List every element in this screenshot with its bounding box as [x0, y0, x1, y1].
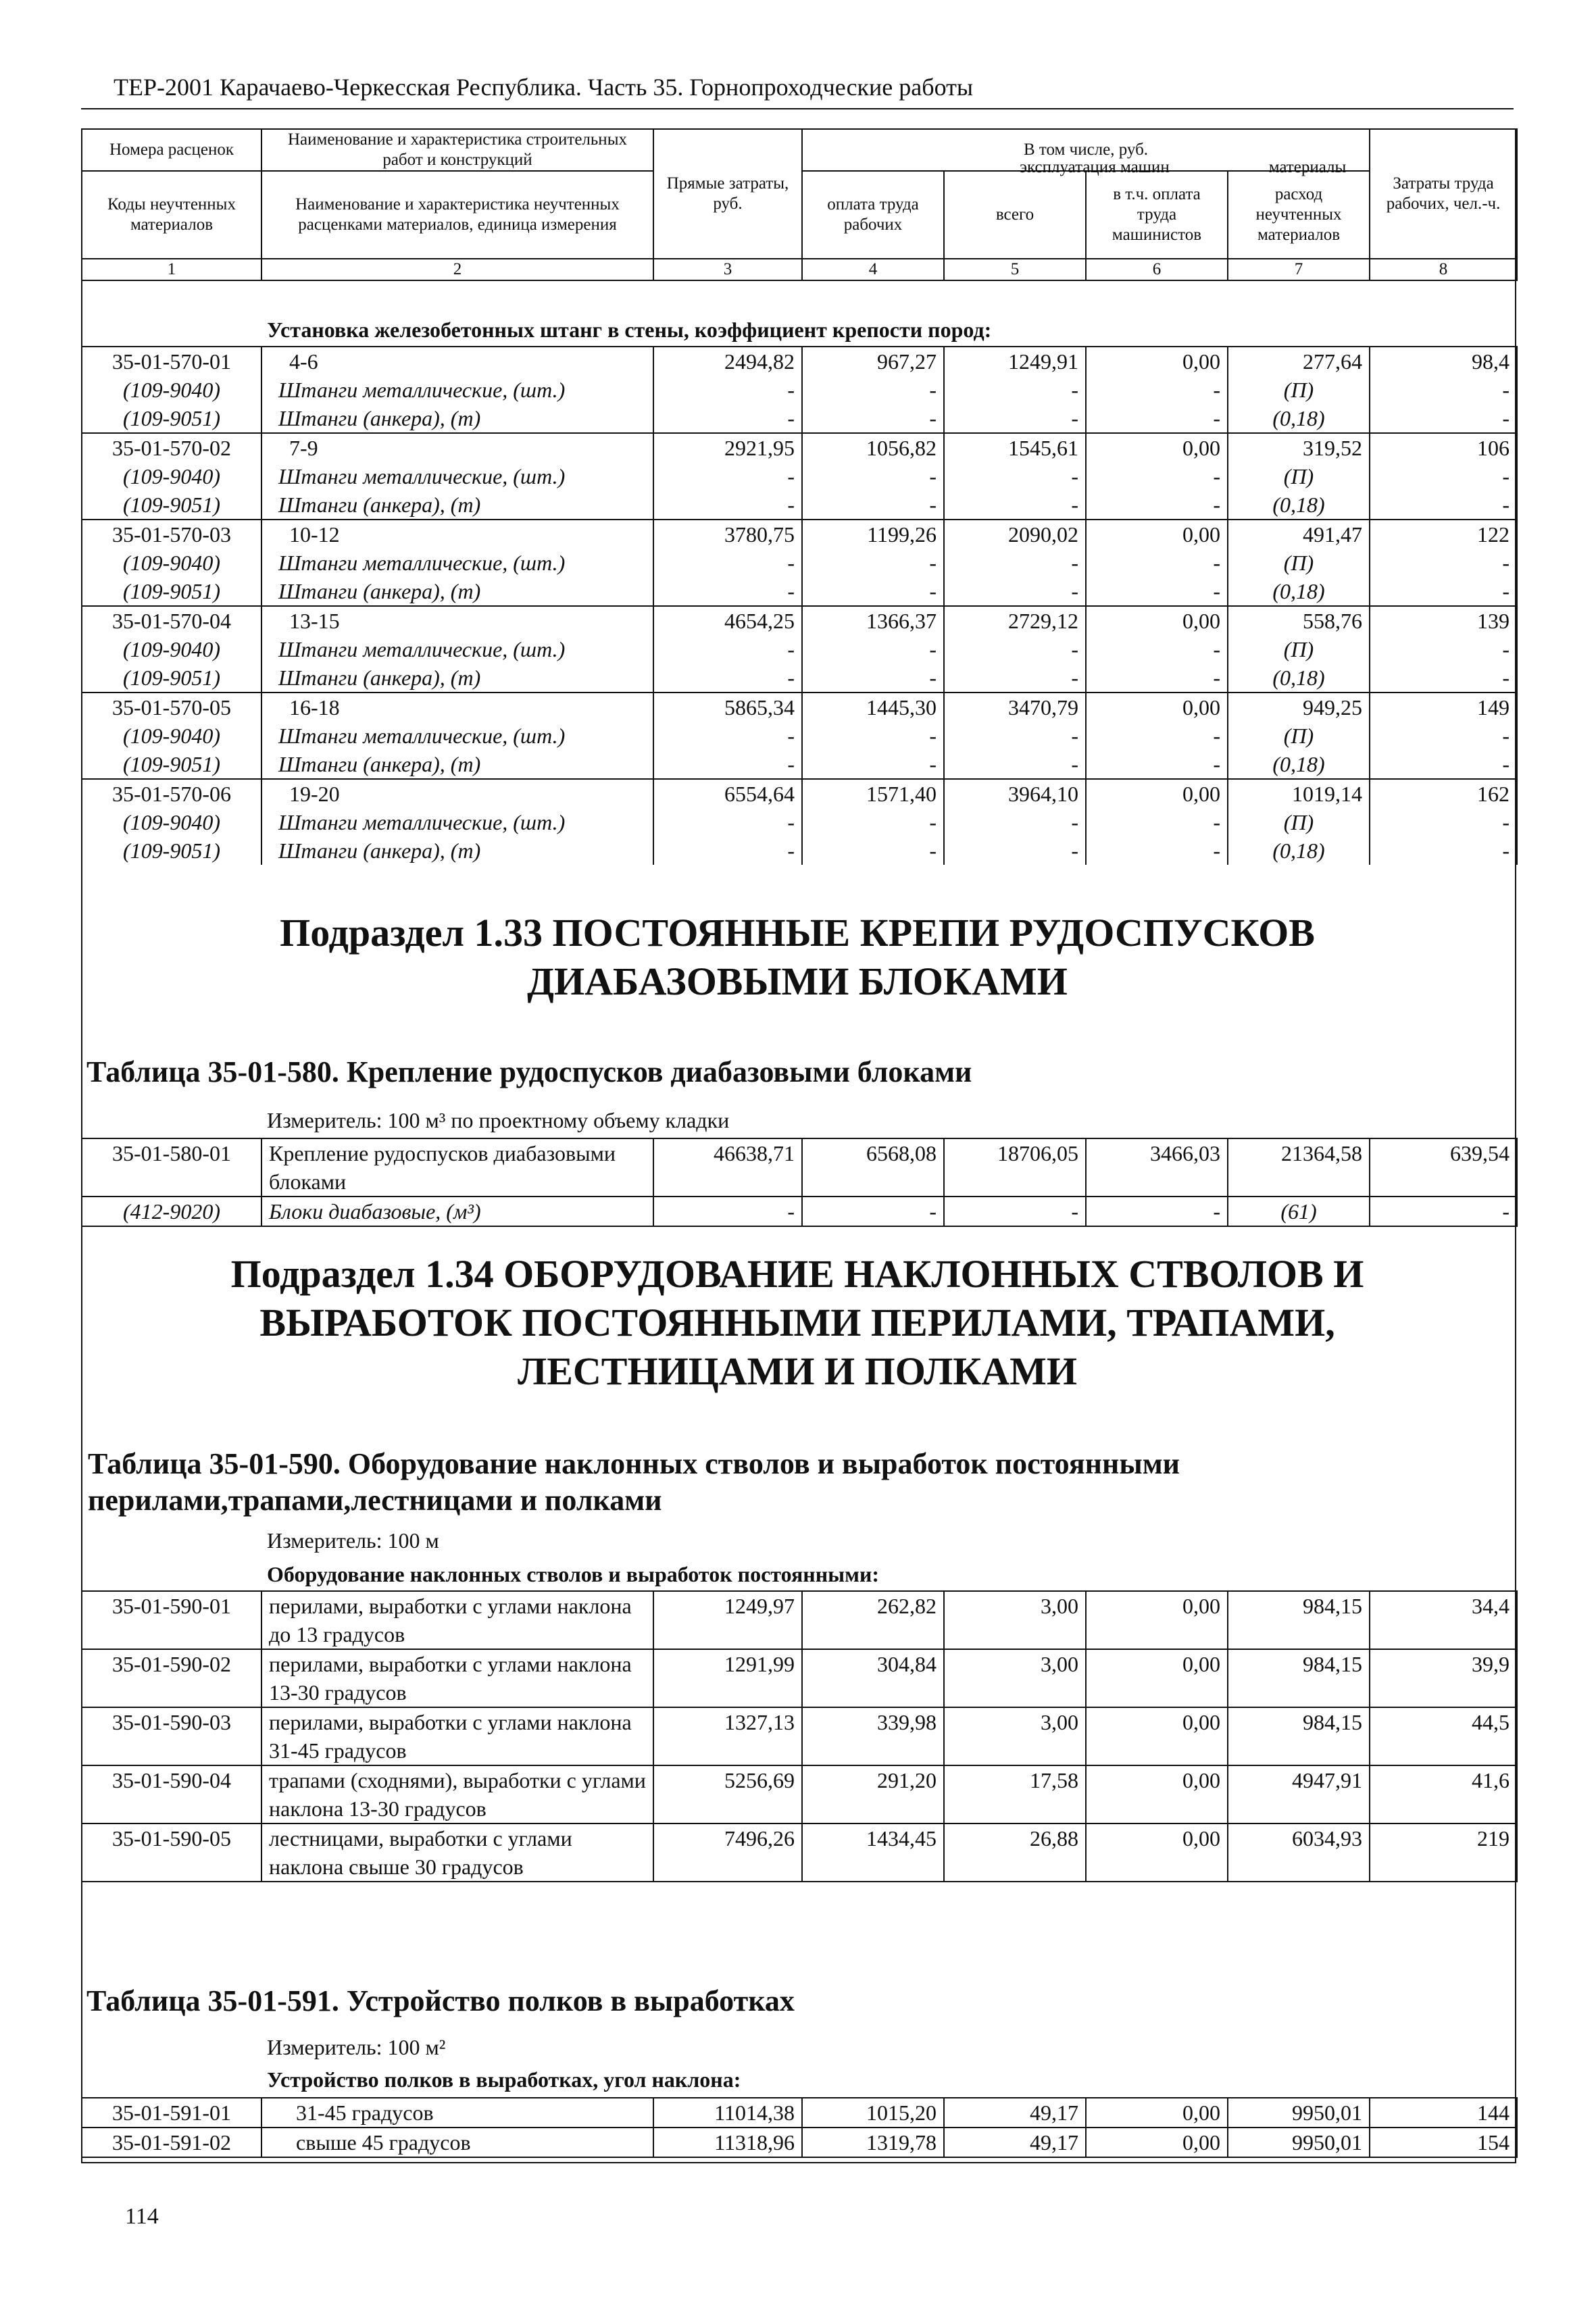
t570-caption: Установка железобетонных штанг в стены, коэффициент крепости пород: — [267, 318, 992, 342]
table-row — [82, 549, 1517, 577]
table-cell: - — [1086, 663, 1228, 693]
running-header: ТЕР-2001 Карачаево-Черкесская Республика. Часть 35. Горнопроходческие работы — [114, 74, 974, 101]
table-cell: - — [802, 404, 944, 433]
table-cell: (0,18) — [1228, 750, 1370, 779]
table-cell: 0,00 — [1086, 433, 1228, 462]
table-cell: перилами, выработки с углами наклона 31-45 градусов — [261, 1707, 653, 1765]
table-cell: 7496,26 — [653, 1823, 802, 1882]
dash: - — [1370, 1197, 1517, 1226]
table-cell: - — [1370, 635, 1517, 663]
table-591-measure: Измеритель: 100 м² — [267, 2035, 446, 2059]
table-cell: - — [1086, 836, 1228, 865]
table-cell: 3,00 — [944, 1707, 1086, 1765]
table-cell: трапами (сходнями), выработки с углами наклона 13-30 градусов — [261, 1765, 653, 1823]
table-row — [82, 1591, 1517, 1649]
table-cell: - — [653, 663, 802, 693]
table-cell: 219 — [1370, 1823, 1517, 1882]
table-row — [82, 2128, 1517, 2157]
section-1-34-title: Подраздел 1.34 ОБОРУДОВАНИЕ НАКЛОННЫХ СТВОЛОВ И ВЫРАБОТОК ПОСТОЯННЫМИ ПЕРИЛАМИ, ТРАПАМИ, ЛЕСТНИЦАМИ И ПОЛКАМИ — [230, 1252, 1364, 1393]
table-row — [82, 376, 1517, 404]
row-v6: 639,54 — [1370, 1138, 1517, 1197]
table-cell: 9950,01 — [1228, 2128, 1370, 2157]
table-cell: 984,15 — [1228, 1649, 1370, 1707]
table-cell: 3964,10 — [944, 779, 1086, 808]
table-cell: - — [653, 635, 802, 663]
table-cell: - — [944, 635, 1086, 663]
table-cell: 319,52 — [1228, 433, 1370, 462]
table-cell: 35-01-590-04 — [82, 1765, 261, 1823]
table-cell: 0,00 — [1086, 693, 1228, 722]
table-cell: (П) — [1228, 549, 1370, 577]
row-v1: 46638,71 — [653, 1138, 802, 1197]
col-3: Прямые затраты, руб. — [653, 129, 802, 259]
table-cell: (П) — [1228, 376, 1370, 404]
table-cell: - — [653, 491, 802, 520]
table-cell: 122 — [1370, 520, 1517, 549]
table-cell: - — [653, 836, 802, 865]
col-7: расход неучтенных материалов — [1228, 171, 1370, 259]
col-2-bottom: Наименование и характеристика неучтенных расценками материалов, единица измерения — [261, 171, 653, 259]
table-cell: (П) — [1228, 722, 1370, 750]
table-cell: - — [1086, 722, 1228, 750]
table-cell: 2494,82 — [653, 347, 802, 376]
table-cell: - — [1086, 491, 1228, 520]
table-cell: лестницами, выработки с углами наклона свыше 30 градусов — [261, 1823, 653, 1882]
table-cell: 0,00 — [1086, 1649, 1228, 1707]
col-num: 3 — [653, 259, 802, 280]
col-num: 7 — [1228, 259, 1370, 280]
table-cell: - — [653, 462, 802, 491]
table-cell: 291,20 — [802, 1765, 944, 1823]
table-cell: 5256,69 — [653, 1765, 802, 1823]
table-cell: 35-01-570-02 — [82, 433, 261, 462]
table-cell: - — [1370, 491, 1517, 520]
table-cell: 1366,37 — [802, 606, 944, 635]
table-cell: 35-01-590-02 — [82, 1649, 261, 1707]
table-cell: 35-01-570-06 — [82, 779, 261, 808]
table-cell: - — [1086, 376, 1228, 404]
column-header-table — [81, 128, 1518, 281]
table-cell: 11318,96 — [653, 2128, 802, 2157]
col-6: в т.ч. оплата труда машинистов — [1086, 171, 1228, 259]
col-2-top: Наименование и характеристика строительных работ и конструкций — [261, 129, 653, 171]
table-590-title: Таблица 35-01-590. Оборудование наклонных стволов и выработок постоянными перилами,трапами,лестницами и полками — [88, 1447, 1180, 1517]
table-cell: 35-01-570-03 — [82, 520, 261, 549]
col-num: 4 — [802, 259, 944, 280]
section-1-33-title: Подраздел 1.33 ПОСТОЯННЫЕ КРЕПИ РУДОСПУСКОВ ДИАБАЗОВЫМИ БЛОКАМИ — [280, 911, 1315, 1003]
table-cell: (0,18) — [1228, 836, 1370, 865]
table-cell: перилами, выработки с углами наклона до 13 градусов — [261, 1591, 653, 1649]
col-8: Затраты труда рабочих, чел.-ч. — [1370, 129, 1517, 259]
table-cell: - — [1370, 376, 1517, 404]
table-cell: 7-9 — [261, 433, 653, 462]
table-cell: Штанги металлические, (шт.) — [261, 722, 653, 750]
table-row — [82, 663, 1517, 693]
table-cell: 154 — [1370, 2128, 1517, 2157]
table-row — [82, 750, 1517, 779]
row-code: 35-01-580-01 — [82, 1138, 261, 1197]
table-cell: - — [653, 404, 802, 433]
table-cell: Штанги (анкера), (т) — [261, 404, 653, 433]
table-cell: 10-12 — [261, 520, 653, 549]
table-cell: (109-9051) — [82, 491, 261, 520]
table-cell: - — [653, 577, 802, 606]
col-num: 1 — [82, 259, 261, 280]
table-cell: - — [802, 491, 944, 520]
table-cell: - — [653, 376, 802, 404]
table-cell: - — [802, 549, 944, 577]
table-cell: 2921,95 — [653, 433, 802, 462]
table-cell: 1327,13 — [653, 1707, 802, 1765]
table-cell: - — [1086, 750, 1228, 779]
table-row — [82, 491, 1517, 520]
col-num: 2 — [261, 259, 653, 280]
table-cell: 98,4 — [1370, 347, 1517, 376]
table-cell: (109-9051) — [82, 577, 261, 606]
table-cell: 1015,20 — [802, 2098, 944, 2128]
table-cell: (0,18) — [1228, 491, 1370, 520]
table-cell: 984,15 — [1228, 1707, 1370, 1765]
table-row — [82, 433, 1517, 462]
col-num: 6 — [1086, 259, 1228, 280]
table-cell: - — [802, 722, 944, 750]
table-cell: - — [653, 722, 802, 750]
table-cell: 0,00 — [1086, 606, 1228, 635]
table-cell: 1199,26 — [802, 520, 944, 549]
table-cell: - — [802, 836, 944, 865]
col-1-bottom: Коды неучтенных материалов — [82, 171, 261, 259]
sub-code: (412-9020) — [82, 1197, 261, 1226]
t590-caption: Оборудование наклонных стволов и выработок постоянными: — [267, 1562, 880, 1586]
table-cell: - — [802, 808, 944, 836]
table-cell: 35-01-590-05 — [82, 1823, 261, 1882]
table-cell: 2729,12 — [944, 606, 1086, 635]
table-cell: - — [1370, 808, 1517, 836]
table-row — [82, 606, 1517, 635]
col-1-top: Номера расценок — [82, 129, 261, 171]
table-cell: - — [1086, 549, 1228, 577]
table-cell: 6034,93 — [1228, 1823, 1370, 1882]
table-580-measure: Измеритель: 100 м³ по проектному объему кладки — [267, 1108, 730, 1132]
table-cell: перилами, выработки с углами наклона 13-30 градусов — [261, 1649, 653, 1707]
table-row — [82, 1138, 1517, 1197]
table-row — [82, 808, 1517, 836]
table-cell: (109-9051) — [82, 750, 261, 779]
table-cell: 5865,34 — [653, 693, 802, 722]
table-cell: 0,00 — [1086, 2128, 1228, 2157]
table-cell: - — [653, 549, 802, 577]
table-cell: 9950,01 — [1228, 2098, 1370, 2128]
table-cell: (109-9040) — [82, 635, 261, 663]
table-cell: 1319,78 — [802, 2128, 944, 2157]
table-row — [82, 1197, 1517, 1226]
table-cell: - — [944, 549, 1086, 577]
row-name: Крепление рудоспусков диабазовыми блоками — [261, 1138, 653, 1197]
table-cell: - — [1086, 808, 1228, 836]
dash: - — [653, 1197, 802, 1226]
table-cell: - — [1086, 462, 1228, 491]
row-v4: 3466,03 — [1086, 1138, 1228, 1197]
table-cell: - — [1370, 750, 1517, 779]
table-cell: Штанги металлические, (шт.) — [261, 635, 653, 663]
table-591 — [81, 2097, 1518, 2158]
table-cell: Штанги металлические, (шт.) — [261, 376, 653, 404]
table-cell: 1056,82 — [802, 433, 944, 462]
table-cell: 0,00 — [1086, 1765, 1228, 1823]
table-cell: - — [802, 750, 944, 779]
table-cell: - — [1370, 549, 1517, 577]
row-v2: 6568,08 — [802, 1138, 944, 1197]
table-cell: 139 — [1370, 606, 1517, 635]
sub-name: Блоки диабазовые, (м³) — [261, 1197, 653, 1226]
table-cell: 0,00 — [1086, 1823, 1228, 1882]
table-cell: 11014,38 — [653, 2098, 802, 2128]
table-cell: - — [1370, 577, 1517, 606]
table-cell: 35-01-570-05 — [82, 693, 261, 722]
incl-header: В том числе, руб. — [802, 129, 1370, 171]
table-cell: 41,6 — [1370, 1765, 1517, 1823]
table-cell: - — [1370, 663, 1517, 693]
table-cell: 49,17 — [944, 2098, 1086, 2128]
table-cell: 49,17 — [944, 2128, 1086, 2157]
sub-mat: (61) — [1228, 1197, 1370, 1226]
table-cell: - — [1086, 635, 1228, 663]
table-cell: (0,18) — [1228, 577, 1370, 606]
table-cell: - — [1370, 404, 1517, 433]
table-cell: - — [802, 635, 944, 663]
table-cell: - — [653, 750, 802, 779]
table-cell: 304,84 — [802, 1649, 944, 1707]
table-cell: 1019,14 — [1228, 779, 1370, 808]
table-row — [82, 347, 1517, 376]
table-cell: (109-9040) — [82, 549, 261, 577]
mat-label: материалы — [1268, 158, 1347, 176]
table-590-measure: Измеритель: 100 м — [267, 1528, 439, 1553]
table-cell: (П) — [1228, 462, 1370, 491]
table-cell: 0,00 — [1086, 1591, 1228, 1649]
table-cell: - — [944, 808, 1086, 836]
table-cell: - — [944, 376, 1086, 404]
table-cell: 949,25 — [1228, 693, 1370, 722]
table-cell: 35-01-570-01 — [82, 347, 261, 376]
table-row — [82, 779, 1517, 808]
table-cell: 4-6 — [261, 347, 653, 376]
table-row — [82, 1707, 1517, 1765]
table-cell: 3470,79 — [944, 693, 1086, 722]
table-580-title: Таблица 35-01-580. Крепление рудоспусков диабазовыми блоками — [86, 1055, 972, 1088]
table-cell: - — [802, 577, 944, 606]
t591-caption: Устройство полков в выработках, угол наклона: — [267, 2067, 741, 2092]
table-cell: 277,64 — [1228, 347, 1370, 376]
table-cell: - — [944, 491, 1086, 520]
table-cell: - — [1370, 836, 1517, 865]
table-cell: (109-9040) — [82, 722, 261, 750]
table-cell: - — [1370, 462, 1517, 491]
table-cell: 31-45 градусов — [261, 2098, 653, 2128]
table-cell: (109-9051) — [82, 663, 261, 693]
table-cell: 2090,02 — [944, 520, 1086, 549]
table-cell: - — [944, 404, 1086, 433]
table-cell: 3,00 — [944, 1649, 1086, 1707]
table-cell: Штанги (анкера), (т) — [261, 663, 653, 693]
table-row — [82, 1649, 1517, 1707]
table-cell: 1249,91 — [944, 347, 1086, 376]
header-rule — [81, 108, 1514, 109]
table-row — [82, 577, 1517, 606]
table-cell: - — [802, 663, 944, 693]
table-row — [82, 404, 1517, 433]
table-cell: 39,9 — [1370, 1649, 1517, 1707]
table-cell: 35-01-590-01 — [82, 1591, 261, 1649]
table-row — [82, 520, 1517, 549]
table-cell: Штанги металлические, (шт.) — [261, 549, 653, 577]
table-cell: Штанги (анкера), (т) — [261, 577, 653, 606]
row-v3: 18706,05 — [944, 1138, 1086, 1197]
table-cell: 558,76 — [1228, 606, 1370, 635]
col-4: оплата труда рабочих — [802, 171, 944, 259]
table-cell: 0,00 — [1086, 347, 1228, 376]
table-cell: 0,00 — [1086, 1707, 1228, 1765]
table-cell: 3780,75 — [653, 520, 802, 549]
table-cell: - — [944, 836, 1086, 865]
table-cell: - — [653, 808, 802, 836]
table-cell: (109-9040) — [82, 376, 261, 404]
table-cell: свыше 45 градусов — [261, 2128, 653, 2157]
col-num: 8 — [1370, 259, 1517, 280]
table-row — [82, 1823, 1517, 1882]
table-cell: 162 — [1370, 779, 1517, 808]
table-cell: - — [802, 376, 944, 404]
table-cell: 1291,99 — [653, 1649, 802, 1707]
table-591-title: Таблица 35-01-591. Устройство полков в выработках — [86, 1984, 795, 2017]
table-row — [82, 462, 1517, 491]
table-cell: (П) — [1228, 635, 1370, 663]
table-cell: Штанги (анкера), (т) — [261, 491, 653, 520]
table-cell: (109-9040) — [82, 462, 261, 491]
table-cell: 0,00 — [1086, 779, 1228, 808]
table-580 — [81, 1138, 1518, 1227]
table-cell: 1434,45 — [802, 1823, 944, 1882]
table-cell: 4654,25 — [653, 606, 802, 635]
col-num: 5 — [944, 259, 1086, 280]
table-cell: 6554,64 — [653, 779, 802, 808]
table-cell: 1249,97 — [653, 1591, 802, 1649]
table-cell: 13-15 — [261, 606, 653, 635]
table-cell: 149 — [1370, 693, 1517, 722]
table-cell: 984,15 — [1228, 1591, 1370, 1649]
exp-label: эксплуатация машин — [1020, 158, 1170, 176]
table-cell: (109-9040) — [82, 808, 261, 836]
table-cell: 35-01-591-01 — [82, 2098, 261, 2128]
table-cell: - — [944, 462, 1086, 491]
table-cell: 34,4 — [1370, 1591, 1517, 1649]
dash: - — [1086, 1197, 1228, 1226]
table-cell: - — [1086, 577, 1228, 606]
table-cell: - — [1370, 722, 1517, 750]
table-cell: 144 — [1370, 2098, 1517, 2128]
table-cell: (П) — [1228, 808, 1370, 836]
dash: - — [802, 1197, 944, 1226]
row-v5: 21364,58 — [1228, 1138, 1370, 1197]
table-cell: 44,5 — [1370, 1707, 1517, 1765]
table-590 — [81, 1590, 1518, 1882]
table-cell: 3,00 — [944, 1591, 1086, 1649]
table-cell: (0,18) — [1228, 663, 1370, 693]
table-row — [82, 635, 1517, 663]
table-cell: 1545,61 — [944, 433, 1086, 462]
table-cell: 1571,40 — [802, 779, 944, 808]
table-row — [82, 693, 1517, 722]
table-cell: - — [944, 577, 1086, 606]
dash: - — [944, 1197, 1086, 1226]
table-cell: 967,27 — [802, 347, 944, 376]
table-row — [82, 722, 1517, 750]
table-570 — [81, 346, 1518, 865]
table-cell: 19-20 — [261, 779, 653, 808]
table-cell: 4947,91 — [1228, 1765, 1370, 1823]
table-cell: - — [944, 663, 1086, 693]
page-number: 114 — [125, 2204, 159, 2229]
table-cell: 491,47 — [1228, 520, 1370, 549]
table-cell: Штанги металлические, (шт.) — [261, 808, 653, 836]
col-5: всего — [944, 171, 1086, 259]
table-cell: 339,98 — [802, 1707, 944, 1765]
table-row — [82, 1765, 1517, 1823]
table-cell: Штанги (анкера), (т) — [261, 836, 653, 865]
table-cell: (0,18) — [1228, 404, 1370, 433]
table-cell: - — [944, 750, 1086, 779]
table-cell: 35-01-590-03 — [82, 1707, 261, 1765]
table-cell: - — [944, 722, 1086, 750]
table-row — [82, 836, 1517, 865]
table-cell: Штанги металлические, (шт.) — [261, 462, 653, 491]
table-cell: - — [1086, 404, 1228, 433]
table-row — [82, 2098, 1517, 2128]
table-cell: 16-18 — [261, 693, 653, 722]
table-cell: 1445,30 — [802, 693, 944, 722]
table-cell: 0,00 — [1086, 2098, 1228, 2128]
table-cell: 35-01-570-04 — [82, 606, 261, 635]
table-cell: (109-9051) — [82, 836, 261, 865]
table-cell: - — [802, 462, 944, 491]
table-cell: (109-9051) — [82, 404, 261, 433]
table-cell: 262,82 — [802, 1591, 944, 1649]
table-cell: Штанги (анкера), (т) — [261, 750, 653, 779]
table-cell: 106 — [1370, 433, 1517, 462]
table-cell: 0,00 — [1086, 520, 1228, 549]
table-cell: 26,88 — [944, 1823, 1086, 1882]
table-cell: 17,58 — [944, 1765, 1086, 1823]
table-cell: 35-01-591-02 — [82, 2128, 261, 2157]
